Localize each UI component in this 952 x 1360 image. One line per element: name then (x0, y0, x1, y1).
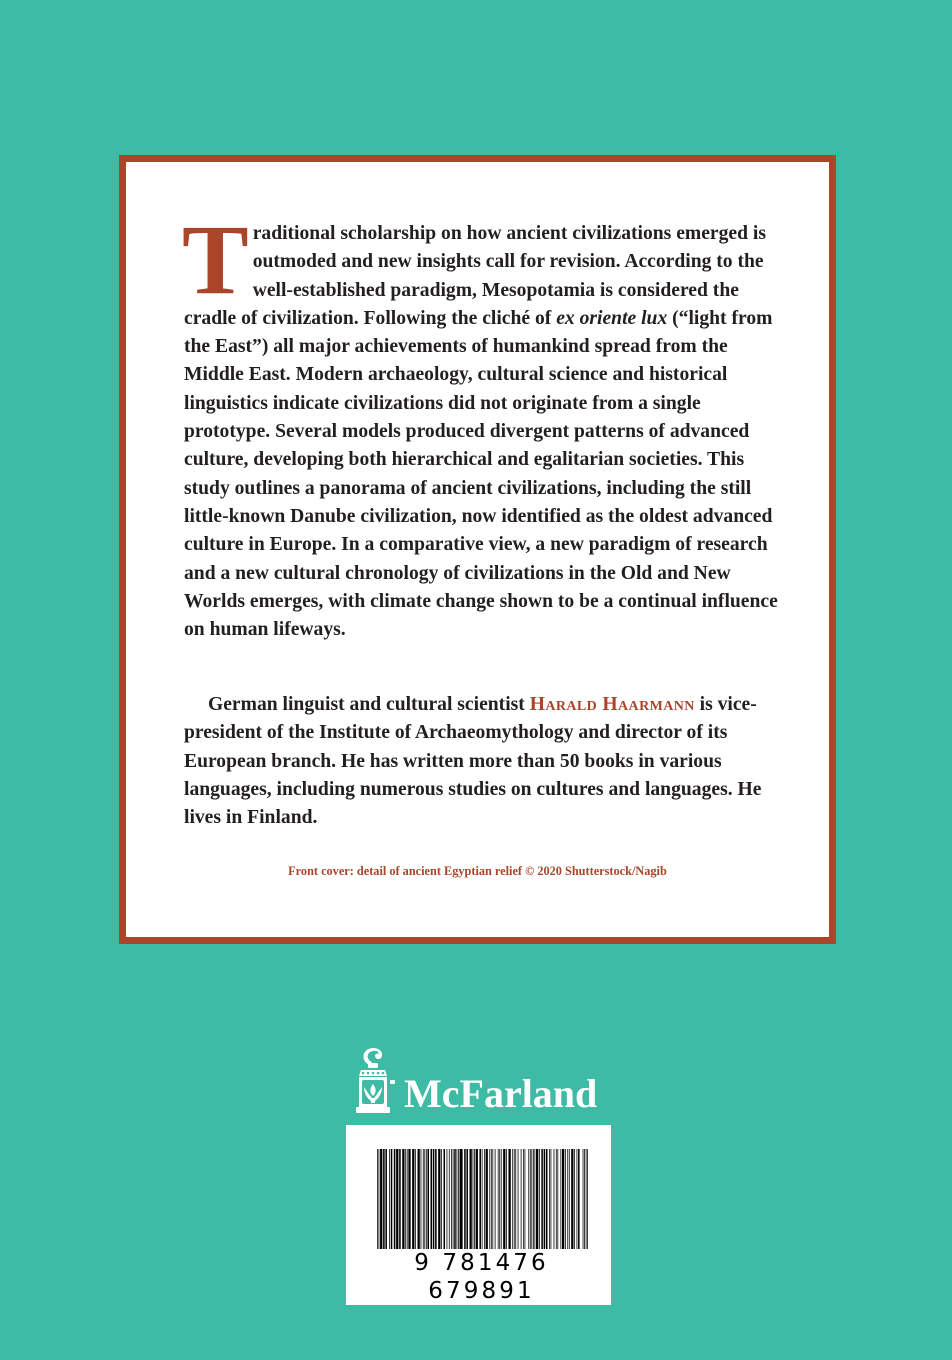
bio-intro: German linguist and cultural scientist (208, 694, 530, 715)
blurb-text-latin-phrase: ex oriente lux (556, 307, 668, 329)
blurb-panel (119, 155, 836, 944)
isbn-barcode (346, 1125, 611, 1305)
author-bio (184, 691, 786, 832)
publisher-name: McFarland (404, 1071, 598, 1116)
cover-credit: Front cover: detail of ancient Egyptian relief © 2020 Shutterstock/Nagib (288, 864, 667, 878)
lamp-icon (351, 1046, 397, 1118)
drop-cap: T (182, 204, 249, 315)
publisher-logo (351, 1046, 611, 1120)
isbn-number: 9 781476 679891 (366, 1249, 597, 1305)
bio-text: is vice-president of the Institute of Archaeomythology and director of its European branch. He has written more than 50 books in various languages, including numerous studies on cultures and languages. He lives in Finland. (184, 694, 762, 829)
blurb-paragraph (182, 204, 786, 644)
blurb-text-lead: raditional scholarship on how ancient civilizations emerged is outmoded and new insights call for revision. According to the well-established paradigm, Mesopotamia is considered the cradle of civilization. Following the cliché of (184, 223, 766, 329)
author-name: Harald Haarmann (529, 694, 695, 715)
blurb-text-rest: (“light from the East”) all major achievements of humankind spread from the Middle East. Modern archaeology, cultural science and historical linguistics indicate civilizations did not originate from a single prototype. Several models produced divergent patterns of advanced culture, developing both hierarchical and egalitarian societies. This study outlines a panorama of ancient civilizations, including the still little-known Danube civilization, now identified as the oldest advanced culture in Europe. In a comparative view, a new paradigm of research and a new cultural chronology of civilizations in the Old and New Worlds emerges, with climate change shown to be a continual influence on human lifeways. (184, 307, 778, 641)
